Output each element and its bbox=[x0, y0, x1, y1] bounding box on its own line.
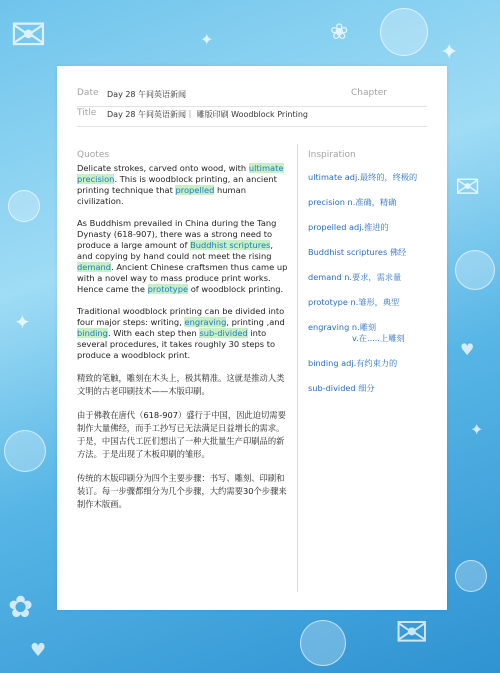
quote-paragraph-2[interactable] bbox=[77, 218, 291, 295]
envelope-icon: ✉ bbox=[395, 610, 429, 656]
text: human civilization. bbox=[77, 185, 246, 206]
flower-icon: ✿ bbox=[8, 590, 34, 625]
highlight: demand bbox=[77, 262, 112, 272]
text: . With each step then bbox=[107, 328, 200, 338]
highlight: Buddhist scriptures bbox=[190, 240, 271, 250]
quote-paragraph-3[interactable] bbox=[77, 306, 291, 361]
chinese-paragraph-2[interactable]: 由于佛教在唐代（618-907）盛行于中国，因此迫切需要制作大量佛经，而手工抄写已无法满足日益增长的需求。于是，中国古代工匠们想出了一种大批量生产印刷品的新方法。于是出现了木板印刷的雏形。 bbox=[77, 410, 286, 459]
chapter-label: Chapter bbox=[351, 88, 387, 98]
text: of woodblock printing. bbox=[188, 284, 284, 294]
star-icon: ✦ bbox=[440, 40, 459, 65]
inspiration-section bbox=[308, 150, 438, 408]
highlight: engraving bbox=[184, 317, 227, 327]
flower-icon: ❀ bbox=[330, 20, 349, 45]
highlight: propelled bbox=[175, 185, 215, 195]
vocab-note-sub: v.在.....上雕刻 bbox=[352, 333, 405, 343]
bubble-decoration bbox=[300, 620, 346, 666]
heart-icon: ♥ bbox=[30, 640, 47, 661]
vocab-note[interactable]: binding adj.有约束力的 bbox=[308, 358, 398, 368]
text: Traditional woodblock printing can be divided into four major steps: writing, bbox=[77, 306, 285, 327]
bubble-decoration bbox=[8, 190, 40, 222]
note-paper bbox=[57, 66, 447, 610]
bubble-decoration bbox=[4, 430, 46, 472]
text: , printing ,and bbox=[226, 317, 285, 327]
date-label: Date bbox=[77, 88, 99, 98]
highlight: sub-divided bbox=[199, 328, 248, 338]
text: , and copying by hand could not meet the rising bbox=[77, 240, 274, 261]
quotes-section bbox=[77, 150, 291, 522]
text: As Buddhism prevailed in China during the Tang Dynasty (618-907), there was a strong need to produce a large amount of bbox=[77, 218, 277, 250]
bubble-decoration bbox=[455, 560, 487, 592]
star-icon: ✦ bbox=[200, 30, 214, 49]
text: Delicate strokes, carved onto wood, with bbox=[77, 163, 249, 173]
star-icon: ✦ bbox=[14, 310, 31, 334]
column-divider bbox=[297, 144, 298, 592]
date-value[interactable]: Day 28 午间英语新闻 bbox=[107, 90, 187, 99]
text: . Ancient Chinese craftsmen thus came up with a novel way to mass produce print works. Hence came the bbox=[77, 262, 288, 294]
bubble-decoration bbox=[455, 250, 495, 290]
vocab-note[interactable]: propelled adj.推进的 bbox=[308, 222, 389, 232]
text: . This is woodblock printing, an ancient printing technique that bbox=[77, 174, 277, 195]
vocab-note[interactable]: ultimate adj.最终的，终极的 bbox=[308, 172, 418, 182]
quotes-title: Quotes bbox=[77, 150, 110, 160]
vocab-note[interactable] bbox=[308, 322, 438, 344]
vocab-note[interactable]: sub-divided 细分 bbox=[308, 383, 375, 393]
highlight: binding bbox=[77, 328, 108, 338]
title-value[interactable]: Day 28 午间英语新闻｜ 雕版印刷 Woodblock Printing bbox=[107, 110, 308, 119]
chinese-paragraph-3[interactable]: 传统的木版印刷分为四个主要步骤：书写、雕刻、印刷和装订。每一步骤都细分为几个步骤，大约需要30个步骤来制作木版画。 bbox=[77, 473, 287, 509]
quote-paragraph-1[interactable] bbox=[77, 163, 291, 207]
vocab-note-main: engraving n.雕刻 bbox=[308, 322, 377, 332]
inspiration-title: Inspiration bbox=[308, 150, 356, 160]
bubble-decoration bbox=[380, 8, 428, 56]
title-label: Title bbox=[77, 108, 97, 118]
text: into several procedures, it takes roughly 30 steps to produce a woodblock print. bbox=[77, 328, 276, 360]
chinese-paragraph-1[interactable]: 精致的笔触，雕刻在木头上，极其精准。这就是推动人类文明的古老印刷技术——木版印刷。 bbox=[77, 373, 285, 396]
envelope-icon: ✉ bbox=[10, 10, 47, 61]
title-row bbox=[77, 104, 427, 127]
highlight: ultimate precision bbox=[77, 163, 284, 184]
highlight: prototype bbox=[147, 284, 189, 294]
star-icon: ✦ bbox=[470, 420, 484, 439]
vocab-note[interactable]: prototype n.雏形，典型 bbox=[308, 297, 400, 307]
envelope-icon: ✉ bbox=[455, 170, 481, 205]
heart-icon: ♥ bbox=[460, 340, 475, 359]
vocab-note[interactable]: precision n.准确，精确 bbox=[308, 197, 397, 207]
vocab-note[interactable]: Buddhist scriptures 佛经 bbox=[308, 247, 407, 257]
vocab-note[interactable]: demand n.要求，需求量 bbox=[308, 272, 402, 282]
